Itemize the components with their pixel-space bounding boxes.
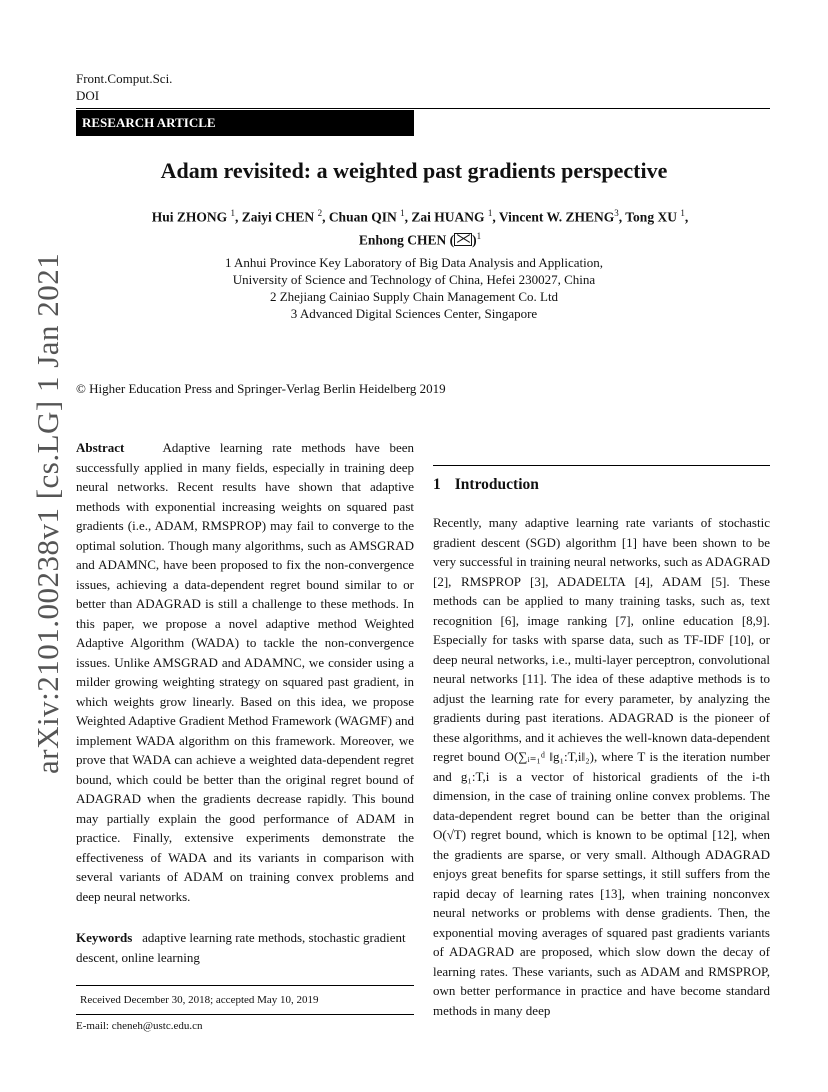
article-type-badge: RESEARCH ARTICLE xyxy=(76,110,414,136)
author: Chuan QIN xyxy=(328,209,397,225)
doi-label: DOI xyxy=(76,88,100,103)
author: Zaiyi CHEN xyxy=(241,209,315,225)
affiliation-line: 2 Zhejiang Cainiao Supply Chain Management Co. Ltd xyxy=(269,289,559,304)
author: Zai HUANG xyxy=(411,209,485,225)
corresponding-email[interactable]: E-mail: cheneh@ustc.edu.cn xyxy=(76,1020,203,1032)
abstract-text: Adaptive learning rate methods have been successfully applied in many fields, especially in training deep neural networks. Recent results have shown that adaptive methods with exponential increasing weights on squared past gradients (i.e., ADAM, RMSPROP) may fail to converge to the optimal solution. Though many algorithms, such as AMSGRAD and ADAMNC, have been proposed to fix the non-convergence issues, achieving a data-dependent regret bound similar to or better than ADAGRAD is still a challenge to these methods. In this paper, we propose a novel adaptive method Weighted Adaptive Algorithm (WADA) to tackle the non-convergence issues. Unlike AMSGRAD and ADAMNC, we consider using a milder growing weighting strategy on squared past gradient, in which weights grow linearly. Based on this idea, we propose Weighted Adaptive Gradient Method Framework (WAGMF) and implement WADA algorithm on this framework. Moreover, we prove that WADA can achieve a weighted data-dependent regret bound, which could be better than the original regret bound of ADAGRAD when the gradients decrease rapidly. This bound may partially explain the good performance of ADAM in practice. Finally, extensive experiments demonstrate the effectiveness of WADA and its variants in comparison with several variants of ADAM on training convex problems and deep neural networks. xyxy=(76,440,414,904)
author: Vincent W. ZHENG xyxy=(498,209,615,225)
author: Tong XU xyxy=(625,209,677,225)
section-heading xyxy=(433,476,539,494)
received-date: Received December 30, 2018; accepted May 10, 2019 xyxy=(80,994,319,1006)
journal-name: Front.Comput.Sci. xyxy=(76,71,173,86)
header-rule xyxy=(76,108,770,109)
envelope-icon xyxy=(454,233,472,246)
section-title: Introduction xyxy=(454,476,539,493)
author: Hui ZHONG xyxy=(151,209,228,225)
introduction-text: Recently, many adaptive learning rate variants of stochastic gradient descent (SGD) algorithm [1] have been shown to be very successful in training neural networks, such as ADAGRAD [2], RMSPROP [3], ADADELTA [4], ADAM [5]. These methods can be applied to many training tasks, such as, text recognition [6], image ranking [7], online education [8,9]. Especially for tasks with sparse data, such as TF-IDF [10], or deep neural networks, i.e., multi-layer perceptron, convolutional neural networks [11]. The idea of these adaptive methods is to adjust the learning rate for every parameter, by analyzing the gradients during past iterations. ADAGRAD is the pioneer of these algorithms, and it achieves the well-known data-dependent regret bound O(∑ᵢ₌₁ᵈ ‖g₁:T,i‖₂), where T is the iteration number and g₁:T,i is a vector of historical gradients of the i-th dimension, in the case of training online convex problems. The data-dependent regret bound can be better than the original O(√T) regret bound, which is known to be optimal [12], when the gradients are sparse, or very small. Although ADAGRAD enjoys great benefits for sparse settings, it still suffers from the rapid decay of learning rates [13], when training nonconvex neural networks or problems with dense gradients. Then, the exponential moving averages of squared past gradients variants of ADAGRAD are proposed, which slow down the decay of learning rates. These variants, such as ADAM and RMSPROP, own better performance in practice and have become standard methods in many deep xyxy=(433,515,770,1018)
copyright-notice: © Higher Education Press and Springer-Verlag Berlin Heidelberg 2019 xyxy=(76,381,446,396)
author-list: Hui ZHONG $^1$, Zaiyi CHEN $^2$, Chuan QIN $^1$, Zai HUANG $^1$, Vincent W. ZHENG$^3$, Tong XU $^1$, Enhong CHEN ( )$^1$ xyxy=(151,208,689,247)
affiliation-line: University of Science and Technology of China, Hefei 230027, China xyxy=(232,272,596,287)
abstract xyxy=(76,438,414,906)
section-rule xyxy=(433,465,770,466)
keywords-label: Keywords xyxy=(76,930,133,945)
affiliation-line: 1 Anhui Province Key Laboratory of Big Data Analysis and Application, xyxy=(224,255,603,270)
affiliation-line: 3 Advanced Digital Sciences Center, Singapore xyxy=(290,306,538,321)
footnote-rule xyxy=(76,1014,414,1015)
section-number: 1 xyxy=(433,476,441,493)
keywords-text: adaptive learning rate methods, stochastic gradient descent, online learning xyxy=(76,930,406,965)
author: Enhong CHEN xyxy=(358,232,447,247)
keywords xyxy=(76,928,414,967)
journal-header xyxy=(76,70,172,104)
arxiv-identifier: arXiv:2101.00238v1 [cs.LG] 1 Jan 2021 xyxy=(30,252,65,774)
footnote-rule xyxy=(76,985,414,986)
affiliations xyxy=(0,254,828,322)
paper-title: Adam revisited: a weighted past gradients perspective xyxy=(160,158,668,183)
abstract-label: Abstract xyxy=(76,440,125,455)
